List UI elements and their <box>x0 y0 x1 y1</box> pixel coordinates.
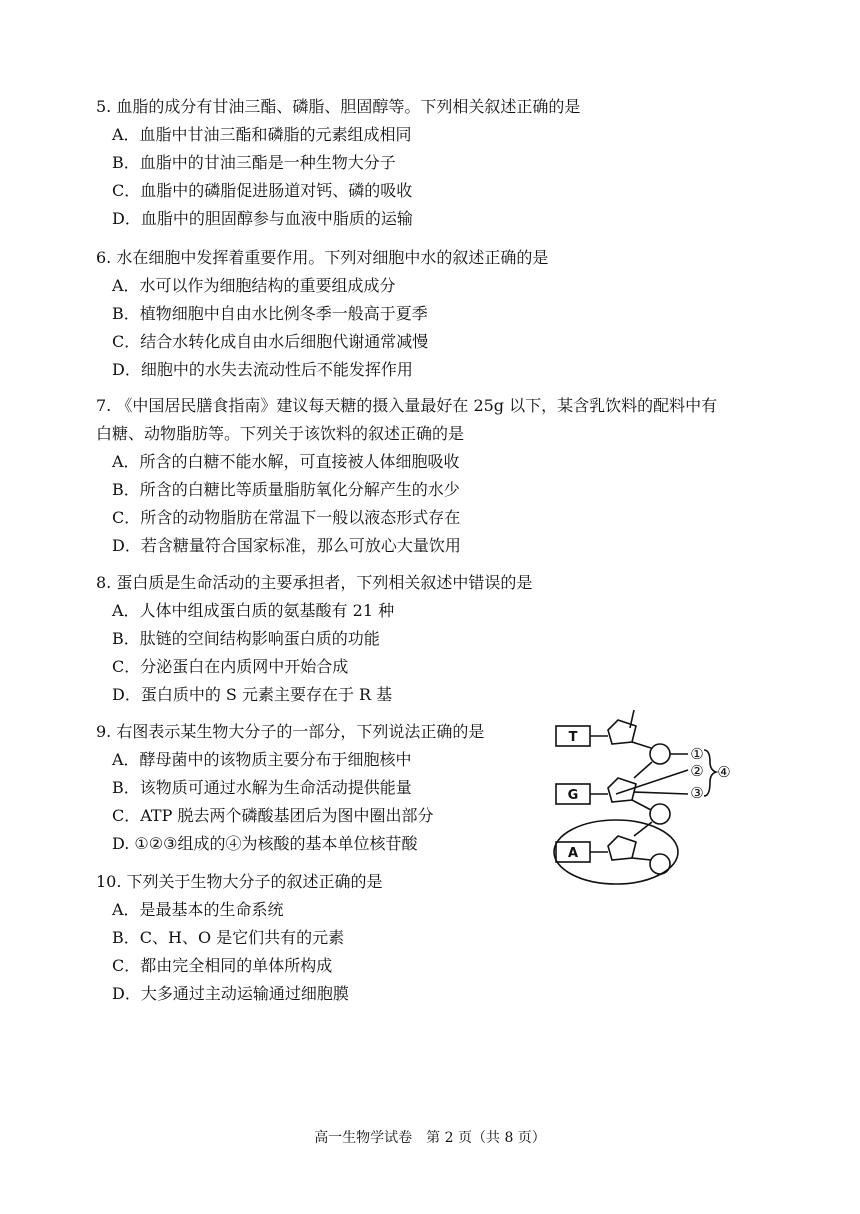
question-10 <box>96 868 786 1008</box>
leader-line-2 <box>616 770 688 794</box>
base-label-t: T <box>568 730 578 745</box>
option-b: B．该物质可通过水解为生命活动提供能量 <box>112 778 412 797</box>
mark-2: ② <box>690 762 704 780</box>
option-b: B．植物细胞中自由水比例冬季一般高于夏季 <box>112 304 428 323</box>
option-a: A．血脂中甘油三酯和磷脂的元素组成相同 <box>112 125 412 144</box>
backbone-line <box>632 800 651 810</box>
question-7 <box>96 392 796 560</box>
option-b: B．C、H、O 是它们共有的元素 <box>112 928 345 947</box>
option-a: A．水可以作为细胞结构的重要组成成分 <box>112 276 396 295</box>
mark-4: ④ <box>717 763 731 781</box>
leader-line-3 <box>634 792 688 794</box>
option-d: D．血脂中的胆固醇参与血液中脂质的运输 <box>112 209 413 228</box>
option-c: C．分泌蛋白在内质网中开始合成 <box>112 657 349 676</box>
option-c: C．血脂中的磷脂促进肠道对钙、磷的吸收 <box>112 181 413 200</box>
backbone-line <box>632 858 651 860</box>
option-d: D．蛋白质中的 S 元素主要存在于 R 基 <box>112 685 393 704</box>
backbone-line <box>632 742 651 748</box>
option-b: B．所含的白糖比等质量脂肪氧化分解产生的水少 <box>112 480 460 499</box>
backbone-line <box>634 762 652 778</box>
option-d: D. ①②③组成的④为核酸的基本单位核苷酸 <box>112 834 418 853</box>
option-c: C．结合水转化成自由水后细胞代谢通常减慢 <box>112 332 429 351</box>
sugar-pentagon <box>608 778 636 802</box>
option-a: A．酵母菌中的该物质主要分布于细胞核中 <box>112 750 412 769</box>
nucleic-acid-figure <box>552 708 732 888</box>
question-stem: 7. 《中国居民膳食指南》建议每天糖的摄入量最好在 25g 以下，某含乳饮料的配料中有 <box>96 396 718 415</box>
brace <box>704 750 716 796</box>
sugar-pentagon <box>608 836 636 860</box>
phosphate-circle <box>650 804 670 824</box>
option-a: A．是最基本的生命系统 <box>112 900 284 919</box>
question-5 <box>96 93 786 233</box>
option-d: D．大多通过主动运输通过细胞膜 <box>112 984 349 1003</box>
question-6 <box>96 244 786 384</box>
page-footer: 高一生物学试卷 第 2 页（共 8 页） <box>314 1130 546 1146</box>
option-c: C．都由完全相同的单体所构成 <box>112 956 333 975</box>
option-c: C．ATP 脱去两个磷酸基团后为图中圈出部分 <box>112 806 434 825</box>
base-label-a: A <box>567 846 579 861</box>
option-b: B．肽链的空间结构影响蛋白质的功能 <box>112 629 380 648</box>
option-d: D．细胞中的水失去流动性后不能发挥作用 <box>112 360 413 379</box>
question-8 <box>96 569 786 709</box>
mark-1: ① <box>690 745 704 763</box>
option-a: A．人体中组成蛋白质的氨基酸有 21 种 <box>112 601 395 620</box>
phosphate-circle <box>650 744 670 764</box>
question-9 <box>96 718 546 858</box>
option-a: A．所含的白糖不能水解，可直接被人体细胞吸收 <box>112 452 460 471</box>
sugar-pentagon <box>608 720 636 744</box>
mark-3: ③ <box>690 784 704 802</box>
question-stem: 5. 血脂的成分有甘油三酯、磷脂、胆固醇等。下列相关叙述正确的是 <box>96 97 581 116</box>
base-label-g: G <box>567 788 579 803</box>
question-stem: 6. 水在细胞中发挥着重要作用。下列对细胞中水的叙述正确的是 <box>96 248 549 267</box>
option-d: D．若含糖量符合国家标准，那么可放心大量饮用 <box>112 536 461 555</box>
question-stem: 9. 右图表示某生物大分子的一部分，下列说法正确的是 <box>96 722 485 741</box>
question-stem: 8. 蛋白质是生命活动的主要承担者，下列相关叙述中错误的是 <box>96 573 533 592</box>
option-b: B．血脂中的甘油三酯是一种生物大分子 <box>112 153 396 172</box>
question-stem-line2: 白糖、动物脂肪等。下列关于该饮料的叙述正确的是 <box>96 424 465 443</box>
option-c: C．所含的动物脂肪在常温下一般以液态形式存在 <box>112 508 461 527</box>
question-stem: 10. 下列关于生物大分子的叙述正确的是 <box>96 872 383 891</box>
